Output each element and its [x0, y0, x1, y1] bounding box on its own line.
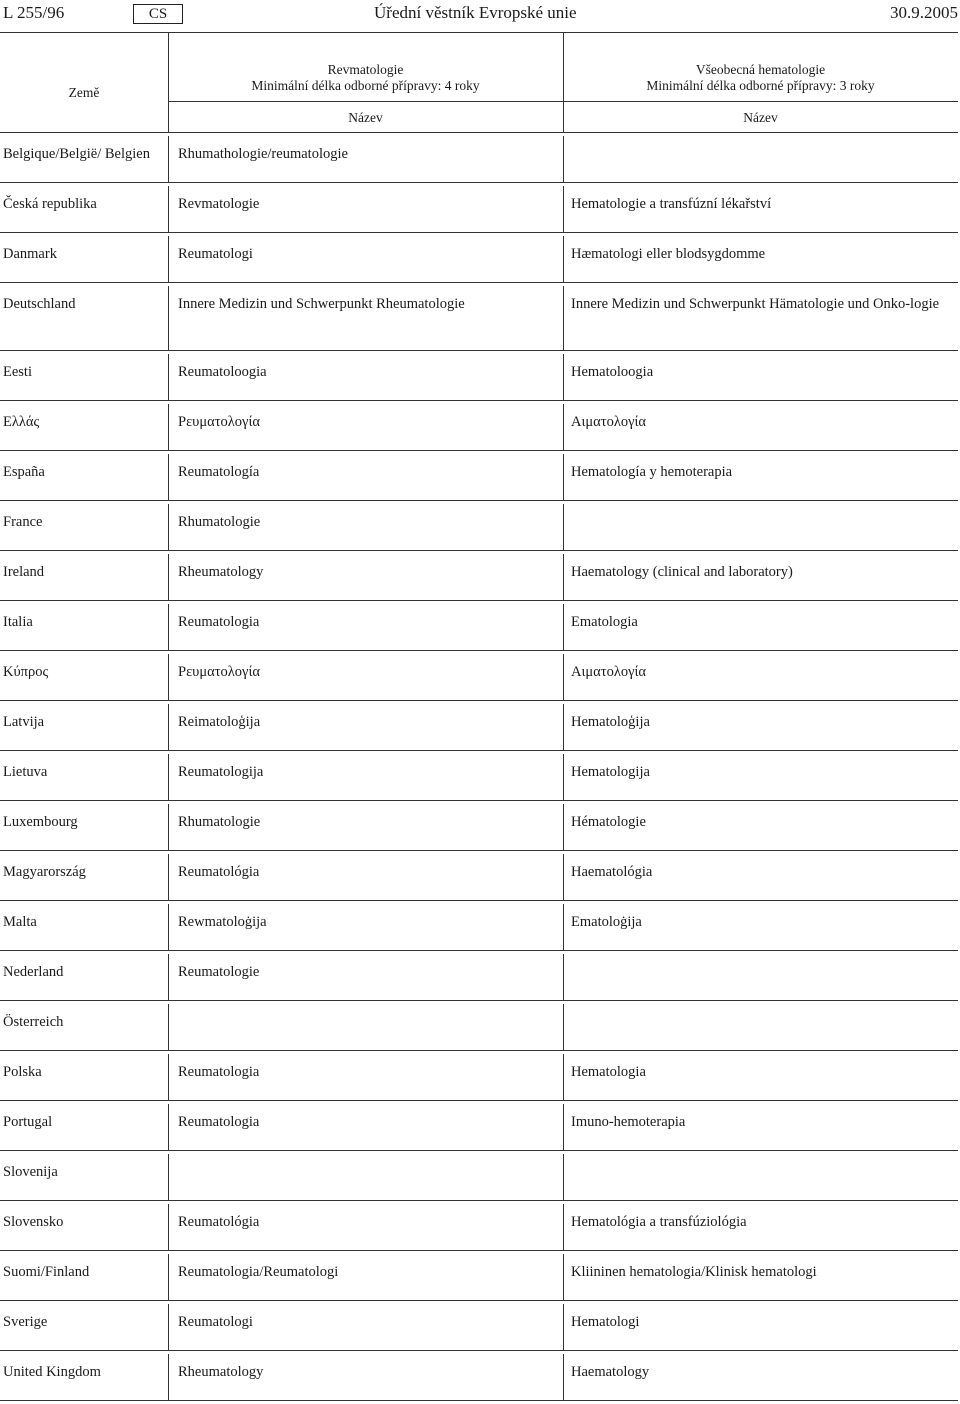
column-divider — [563, 286, 564, 350]
column-divider — [168, 754, 169, 800]
country-cell: Sverige — [3, 1314, 48, 1330]
haematology-title-cell: Hematología y hemoterapia — [571, 464, 733, 480]
rheumatology-title-cell: Reumatologi — [178, 1314, 253, 1330]
header-divider-2 — [563, 32, 564, 132]
row-rule — [0, 1400, 958, 1401]
haematology-title-cell: Ematoloġija — [571, 914, 642, 930]
country-cell: France — [3, 514, 43, 530]
column-divider — [168, 804, 169, 850]
column-divider — [168, 904, 169, 950]
column-divider — [168, 1004, 169, 1050]
country-cell: Deutschland — [3, 296, 76, 312]
rheumatology-title-cell: Reumatológia — [178, 864, 260, 880]
column-divider — [563, 904, 564, 950]
rheumatology-title-cell: Reumatoloogia — [178, 364, 267, 380]
row-rule — [0, 400, 958, 401]
rheumatology-title-cell: Reumatológia — [178, 1214, 260, 1230]
column-divider — [168, 1154, 169, 1200]
column-divider — [563, 1054, 564, 1100]
column-divider — [168, 554, 169, 600]
haematology-title-cell: Αιματολογία — [571, 414, 647, 430]
country-cell: Belgique/België/ Belgien — [3, 146, 150, 162]
country-cell: Danmark — [3, 246, 57, 262]
country-cell: Polska — [3, 1064, 42, 1080]
row-rule — [0, 1100, 958, 1101]
country-cell: Ελλάς — [3, 414, 40, 430]
column-divider — [563, 1254, 564, 1300]
column-divider — [563, 1204, 564, 1250]
haematology-title-cell: Hæmatologi eller blodsygdomme — [571, 246, 766, 262]
haematology-title-cell: Imuno-hemoterapia — [571, 1114, 686, 1130]
column-divider — [563, 454, 564, 500]
header-col1-title: Revmatologie — [327, 62, 404, 77]
rheumatology-title-cell: Rheumatology — [178, 1364, 264, 1380]
country-cell: Latvija — [3, 714, 45, 730]
column-divider — [563, 854, 564, 900]
country-cell: Slovenija — [3, 1164, 58, 1180]
country-cell: Portugal — [3, 1114, 53, 1130]
column-divider — [168, 1054, 169, 1100]
country-cell: Luxembourg — [3, 814, 78, 830]
row-rule — [0, 650, 958, 651]
column-divider — [168, 604, 169, 650]
column-divider — [563, 554, 564, 600]
row-rule — [0, 800, 958, 801]
column-divider — [168, 504, 169, 550]
journal-reference: L 255/96 — [3, 3, 65, 22]
row-rule — [0, 550, 958, 551]
language-badge: CS — [133, 4, 183, 24]
haematology-title-cell: Ematologia — [571, 614, 638, 630]
rheumatology-title-cell: Reumatologi — [178, 246, 253, 262]
row-rule — [0, 950, 958, 951]
column-divider — [563, 504, 564, 550]
header-col1-duration: Minimální délka odborné přípravy: 4 roky — [251, 78, 480, 93]
country-cell: Malta — [3, 914, 37, 930]
haematology-title-cell: Haematology — [571, 1364, 650, 1380]
rheumatology-title-cell: Reumatologia — [178, 614, 260, 630]
country-cell: Nederland — [3, 964, 64, 980]
rheumatology-title-cell: Ρευματολογία — [178, 664, 260, 680]
column-divider — [563, 1354, 564, 1400]
column-divider — [563, 754, 564, 800]
header-col2-duration: Minimální délka odborné přípravy: 3 roky — [646, 78, 875, 93]
rheumatology-title-cell: Ρευματολογία — [178, 414, 260, 430]
haematology-title-cell: Haematológia — [571, 864, 653, 880]
column-divider — [168, 1304, 169, 1350]
rheumatology-title-cell: Reumatología — [178, 464, 260, 480]
rheumatology-title-cell: Reimatoloģija — [178, 714, 261, 730]
column-divider — [168, 854, 169, 900]
column-divider — [563, 1304, 564, 1350]
country-cell: Κύπρος — [3, 664, 49, 680]
haematology-title-cell: Hematologi — [571, 1314, 640, 1330]
rheumatology-title-cell: Revmatologie — [178, 196, 260, 212]
rheumatology-title-cell: Reumatologia — [178, 1114, 260, 1130]
column-divider — [168, 1254, 169, 1300]
row-rule — [0, 1150, 958, 1151]
rheumatology-title-cell: Reumatologia — [178, 1064, 260, 1080]
country-cell: Slovensko — [3, 1214, 64, 1230]
row-rule — [0, 500, 958, 501]
header-bottom-rule — [0, 132, 958, 133]
row-rule — [0, 282, 958, 283]
country-cell: España — [3, 464, 45, 480]
row-rule — [0, 350, 958, 351]
row-rule — [0, 1350, 958, 1351]
rheumatology-title-cell: Rhumathologie/reumatologie — [178, 146, 348, 162]
row-rule — [0, 1200, 958, 1201]
rheumatology-title-cell: Rhumatologie — [178, 514, 261, 530]
column-divider — [168, 704, 169, 750]
row-rule — [0, 750, 958, 751]
country-cell: Lietuva — [3, 764, 48, 780]
column-divider — [168, 136, 169, 182]
haematology-title-cell: Αιματολογία — [571, 664, 647, 680]
country-cell: Suomi/Finland — [3, 1264, 90, 1280]
column-divider — [563, 704, 564, 750]
column-divider — [168, 186, 169, 232]
column-divider — [563, 1154, 564, 1200]
column-divider — [168, 1354, 169, 1400]
page-header — [0, 0, 960, 30]
header-divider-1 — [168, 32, 169, 132]
haematology-title-cell: Hematoloogia — [571, 364, 654, 380]
rheumatology-title-cell: Rewmatoloġija — [178, 914, 267, 930]
column-divider — [168, 236, 169, 282]
column-divider — [168, 954, 169, 1000]
haematology-title-cell: Hematologija — [571, 764, 650, 780]
column-divider — [563, 604, 564, 650]
publication-date: 30.9.2005 — [890, 3, 958, 22]
column-divider — [168, 1204, 169, 1250]
country-cell: Magyarország — [3, 864, 86, 880]
row-rule — [0, 1050, 958, 1051]
column-divider — [563, 186, 564, 232]
rheumatology-title-cell: Rhumatologie — [178, 814, 261, 830]
column-divider — [168, 654, 169, 700]
table-top-rule — [0, 32, 958, 33]
row-rule — [0, 700, 958, 701]
country-cell: Österreich — [3, 1014, 64, 1030]
haematology-title-cell: Hematoloģija — [571, 714, 650, 730]
haematology-title-cell: Hématologie — [571, 814, 646, 830]
row-rule — [0, 850, 958, 851]
column-divider — [563, 404, 564, 450]
header-col2-title: Všeobecná hematologie — [695, 62, 826, 77]
haematology-title-cell: Haematology (clinical and laboratory) — [571, 564, 793, 580]
column-divider — [168, 1104, 169, 1150]
column-divider — [168, 404, 169, 450]
column-divider — [563, 1104, 564, 1150]
row-rule — [0, 182, 958, 183]
journal-title: Úřední věstník Evropské unie — [374, 3, 577, 22]
row-rule — [0, 600, 958, 601]
row-rule — [0, 232, 958, 233]
rheumatology-title-cell: Rheumatology — [178, 564, 264, 580]
row-rule — [0, 450, 958, 451]
column-divider — [563, 804, 564, 850]
country-cell: Česká republika — [3, 196, 97, 212]
row-rule — [0, 1250, 958, 1251]
header-col1-name: Název — [348, 110, 383, 125]
column-divider — [563, 136, 564, 182]
row-rule — [0, 1300, 958, 1301]
column-divider — [168, 454, 169, 500]
header-col2-name: Název — [743, 110, 778, 125]
column-divider — [563, 236, 564, 282]
row-rule — [0, 900, 958, 901]
column-divider — [168, 354, 169, 400]
country-cell: Italia — [3, 614, 33, 630]
header-country: Země — [68, 85, 100, 100]
column-divider — [563, 954, 564, 1000]
column-divider — [563, 654, 564, 700]
rheumatology-title-cell: Reumatologija — [178, 764, 264, 780]
haematology-title-cell: Innere Medizin und Schwerpunkt Hämatologie und Onko-logie — [571, 296, 940, 312]
rheumatology-title-cell: Reumatologie — [178, 964, 260, 980]
haematology-title-cell: Hematologie a transfúzní lékařství — [571, 196, 772, 212]
rheumatology-title-cell: Reumatologia/Reumatologi — [178, 1264, 339, 1280]
haematology-title-cell: Hematológia a transfúziológia — [571, 1214, 747, 1230]
country-cell: Ireland — [3, 564, 45, 580]
rheumatology-title-cell: Innere Medizin und Schwerpunkt Rheumatologie — [178, 296, 465, 312]
column-divider — [563, 1004, 564, 1050]
column-divider — [168, 286, 169, 350]
column-divider — [563, 354, 564, 400]
country-cell: United Kingdom — [3, 1364, 101, 1380]
haematology-title-cell: Kliininen hematologia/Klinisk hematologi — [571, 1264, 817, 1280]
country-cell: Eesti — [3, 364, 32, 380]
haematology-title-cell: Hematologia — [571, 1064, 646, 1080]
row-rule — [0, 1000, 958, 1001]
